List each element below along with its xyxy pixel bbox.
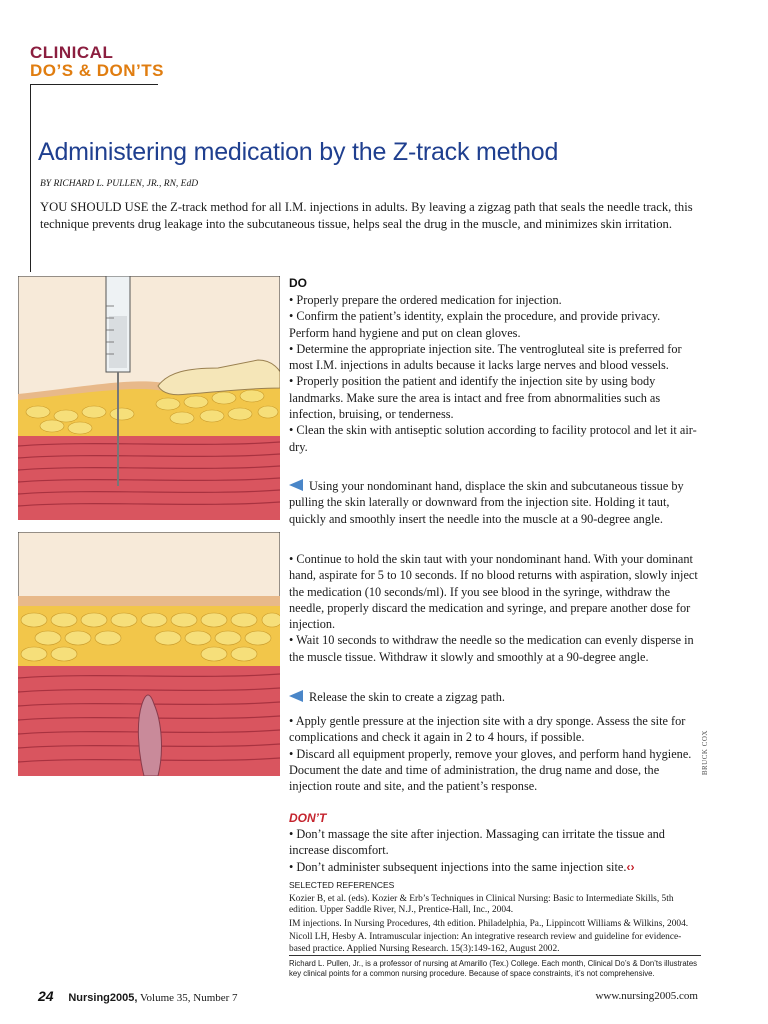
header-rule-vertical [30,84,31,272]
arrow-left-icon [289,690,303,702]
byline: BY RICHARD L. PULLEN, JR., RN, EdD [40,179,199,189]
illustration-zigzag-path [18,532,280,776]
do-list-1 [289,292,701,455]
do-item: • Confirm the patient’s identity, explain the procedure, and provide privacy. Perform hand hygiene and put on clean gloves. [289,309,661,340]
bio-divider [289,955,701,956]
page-footer [38,988,698,1004]
step-1 [289,478,701,527]
do-item: • Continue to hold the skin taut with your nondominant hand. With your dominant hand, aspirate for 5 to 10 seconds. If no blood returns with aspiration, slowly inject the medication (10 seconds/ml). If you see blood in the syringe, withdraw the needle, properly discard the medication and syringe, and prepare another dose for injection. [289,552,698,632]
section-label-dos-donts: DO’S & DON’TS [30,61,165,80]
step-2 [289,689,701,705]
dont-item: • Don’t massage the site after injection. Massaging can irritate the tissue and increase discomfort. [289,827,665,858]
arrow-left-icon [289,479,303,491]
do-item: • Properly position the patient and identify the injection site by using body landmarks. Make sure the area is intact and free from abnormalities such as infection, bruising, or tenderness. [289,374,661,422]
do-heading: DO [289,276,307,290]
dont-item: • Don’t administer subsequent injections into the same injection site. [289,859,627,874]
header-rule-horizontal [30,84,158,85]
do-list-2 [289,551,701,665]
magazine-name: Nursing2005, [68,992,138,1004]
section-label-clinical: CLINICAL [30,43,114,62]
do-item: • Apply gentle pressure at the injection site with a dry sponge. Assess the site for complications and check it again in 2 to 4 hours, if possible. [289,714,686,745]
website-link[interactable]: www.nursing2005.com [595,990,698,1002]
do-item: • Clean the skin with antiseptic solution according to facility protocol and let it air-dry. [289,423,697,454]
article-title: Administering medication by the Z-track method [38,138,559,166]
illustration-needle-insertion [18,276,280,520]
reference-item: Nicoll LH, Hesby A. Intramuscular injection: An integrative research review and guideline for evidence-based practice. Applied Nursing Research. 15(3):149-162, August 2002. [289,932,682,954]
do-item: • Properly prepare the ordered medication for injection. [289,293,562,307]
do-list-3 [289,713,701,794]
intro-paragraph: YOU SHOULD USE the Z-track method for all I.M. injections in adults. By leaving a zigzag path that seals the needle track, this technique prevents drug leakage into the subcutaneous tissue, helps seal the drug in the muscle, and minimizes skin irritation. [40,200,693,231]
references [289,880,701,958]
dont-list [289,826,701,875]
reference-item: IM injections. In Nursing Procedures, 4th edition. Philadelphia, Pa., Lippincott Williams & Wilkins, 2004. [289,918,689,929]
muscle-layer [18,436,280,520]
dont-heading: DON’T [289,811,327,825]
do-item: • Determine the appropriate injection site. The ventrogluteal site is preferred for most I.M. injections in adults because it lacks large nerves and blood vessels. [289,341,682,373]
issue-info: Volume 35, Number 7 [139,992,238,1004]
illustration-credit: BRUCK COX [701,730,709,776]
do-item: • Wait 10 seconds to withdraw the needle so the medication can evenly disperse in the muscle tissue. Withdraw it slowly and smoothly at a 90-degree angle. [289,633,694,664]
step-1-text: Using your nondominant hand, displace the skin and subcutaneous tissue by pulling the skin laterally or downward from the injection site. Holding it taut, quickly and smoothly insert the needle into the muscle at a 90-degree angle. [289,479,684,526]
end-mark-icon: ‹› [626,859,635,874]
do-item: • Discard all equipment properly, remove your gloves, and perform hand hygiene. Document the date and time of administration, the drug name and dose, the injection route and site, and the patient’s response. [289,746,692,794]
page-number: 24 [38,988,54,1004]
reference-item: Kozier B, et al. (eds). Kozier & Erb’s Techniques in Clinical Nursing: Basic to Intermediate Skills, 5th edition. Upper Saddle River, N.J., Prentice-Hall, Inc., 2004. [289,893,674,916]
references-heading: SELECTED REFERENCES [289,880,395,890]
author-bio: Richard L. Pullen, Jr., is a professor of nursing at Amarillo (Tex.) College. Each month, Clinical Do’s & Don’ts illustrates key clinical points for a common nursing procedure. Because of space constraints, it’s not comprehensive. [289,959,698,978]
step-2-text: Release the skin to create a zigzag path. [309,690,505,704]
